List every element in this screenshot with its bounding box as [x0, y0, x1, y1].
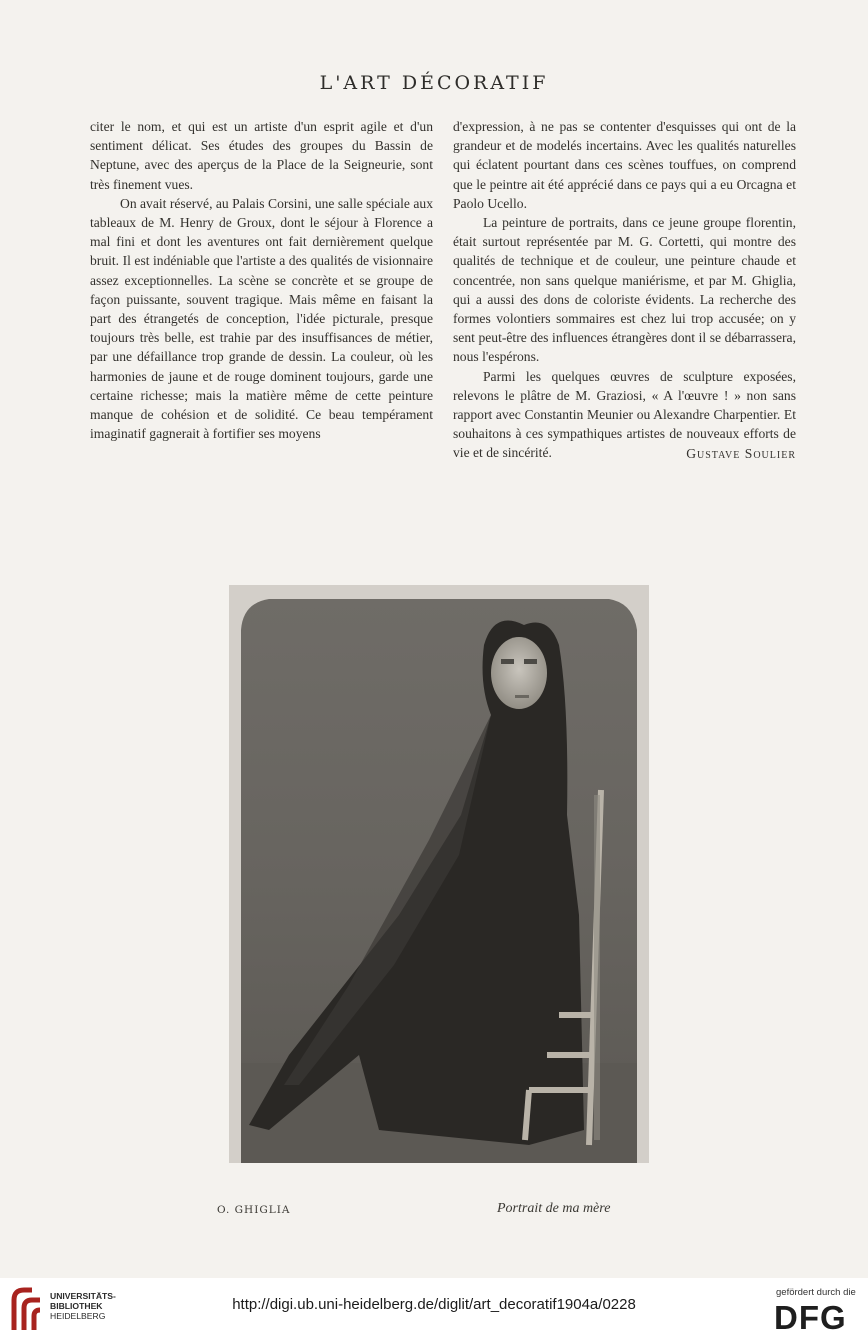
paragraph: On avait réservé, au Palais Corsini, une salle spéciale aux tableaux de M. Henry de Groux, dont le séjour à Florence a mal fini et dont les aventures ont fait dernièrement quelque bruit. Il est indéniable que l'artiste a des qualités de visionnaire assez exceptionnelles. La scène se concrète et se groupe de façon puissante, souvent tragique. Mais même en faisant la part des étrangetés de conception, l'idée picturale, presque toujours très belle, est trahie par des insuffisances de métier, par une défaillance trop grande de dessin. La couleur, où les harmonies de jaune et de rouge dominent toujours, garde une certaine richesse; mais la matière même de cette peinture manque de cohésion et de solidité. Ce beau tempérament imaginatif gagnerait à fortifier ses moyens	[90, 195, 433, 442]
paragraph: citer le nom, et qui est un artiste d'un esprit agile et d'un sentiment délicat. Ses études des groupes du Bassin de Neptune, avec des aperçus de la Place de la Seigneurie, sont très finement vues.	[90, 119, 433, 192]
left-column	[90, 117, 433, 443]
library-name-line: UNIVERSITÄTS-	[50, 1291, 116, 1301]
paragraph: La peinture de portraits, dans ce jeune groupe florentin, était surtout représentée par M. G. Cortetti, qui montre des qualités de technique et de couleur, une peinture chaude et concentrée, non sans quelque maniérisme, et par M. Ghiglia, qui a aussi des dons de coloriste évidents. La recherche des formes volontiers sommaires est chez lui trop accusée; on y sent peut-être des influences étrangères dont il se débarrassera, nous l'espérons.	[453, 215, 796, 365]
funder-text: gefördert durch die	[776, 1287, 856, 1298]
library-name-line: BIBLIOTHEK	[50, 1301, 103, 1311]
dfg-logo: DFG	[774, 1299, 847, 1336]
caption-artist: O. GHIGLIA	[217, 1204, 291, 1216]
paragraph: d'expression, à ne pas se contenter d'esquisses qui ont de la grandeur et de modelés incertains. Avec les qualités naturelles qui éclatent pourtant dans ces scènes touffues, on comprend que le peintre ait été apprécié dans ce pays qui a eu Orcagna et Paolo Ucello.	[453, 119, 796, 211]
author-signature: Gustave Soulier	[686, 445, 796, 461]
portrait-painting	[229, 585, 649, 1163]
running-head: L'ART DÉCORATIF	[319, 72, 549, 94]
paragraph: Parmi les quelques œuvres de sculpture exposées, relevons le plâtre de M. Graziosi, « A l'œuvre ! » non sans rapport avec Constantin Meunier ou Alexandre Charpentier. Et souhaitons à ces sympathiques artistes de nouveaux efforts de vie et de sincérité.	[453, 368, 796, 461]
source-url-link[interactable]: http://digi.ub.uni-heidelberg.de/diglit/art_decoratif1904a/0228	[232, 1296, 636, 1313]
library-name-line: HEIDELBERG	[50, 1311, 106, 1321]
right-column	[453, 117, 796, 463]
caption-title: Portrait de ma mère	[497, 1201, 611, 1216]
portrait-image	[229, 585, 649, 1163]
footer-bar	[0, 1278, 868, 1341]
